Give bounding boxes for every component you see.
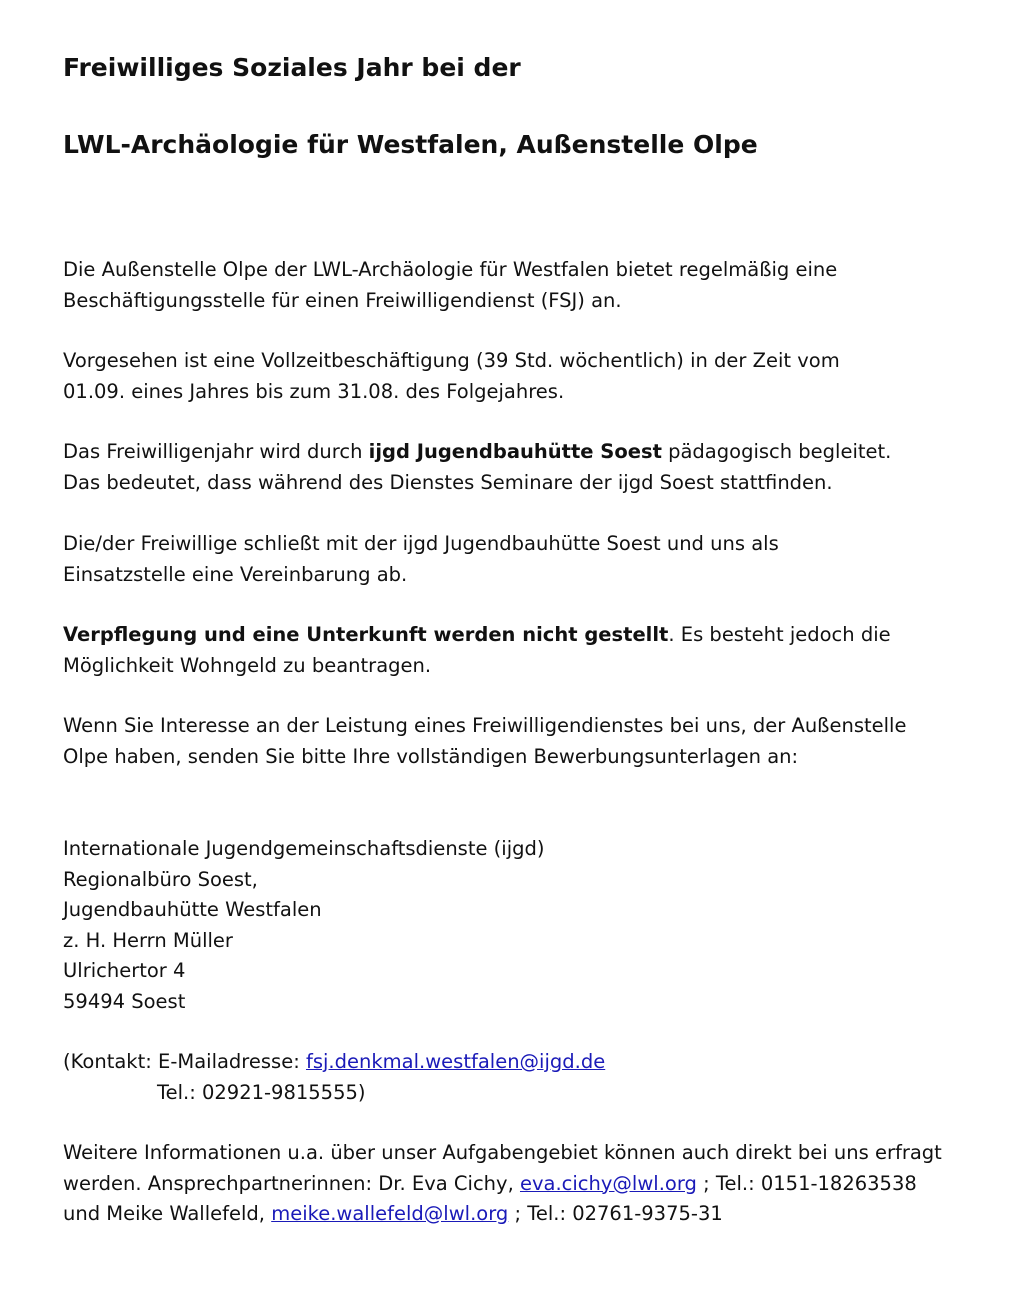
support-line2: Das bedeutet, dass während des Dienstes Seminare der ijgd Soest stattfinden.	[63, 470, 833, 494]
page-title-line2: LWL-Archäologie für Westfalen, Außenstelle Olpe	[63, 130, 758, 159]
support-prefix: Das Freiwilligenjahr wird durch	[63, 440, 369, 463]
contact-phone: Tel.: 02921-9815555)	[157, 1080, 366, 1104]
more-info-line3-suffix: ; Tel.: 02761-9375-31	[508, 1202, 723, 1225]
intro-line1: Die Außenstelle Olpe der LWL-Archäologie für Westfalen bietet regelmäßig eine	[63, 258, 838, 281]
more-info-line3-prefix: und Meike Wallefeld,	[63, 1202, 272, 1225]
address-office: Regionalbüro Soest,	[63, 867, 258, 891]
application-paragraph	[63, 711, 993, 772]
agreement-paragraph	[63, 529, 993, 590]
support-org: ijgd Jugendbauhütte Soest	[368, 440, 662, 463]
page-title-line1: Freiwilliges Soziales Jahr bei der	[63, 53, 521, 82]
eva-cichy-email-link[interactable]: eva.cichy@lwl.org	[519, 1171, 697, 1195]
more-info-line1: Weitere Informationen u.a. über unser Aufgabengebiet können auch direkt bei uns erfragt	[63, 1141, 942, 1164]
housing-suffix: . Es besteht jedoch die	[668, 623, 891, 646]
address-block	[63, 834, 993, 1017]
more-info-line3	[63, 1199, 993, 1230]
address-unit: Jugendbauhütte Westfalen	[63, 898, 322, 921]
contact-email-link[interactable]: fsj.denkmal.westfalen@ijgd.de	[305, 1050, 606, 1073]
schedule-line1: Vorgesehen ist eine Vollzeitbeschäftigung (39 Std. wöchentlich) in der Zeit vom	[63, 349, 840, 372]
more-info-line2-prefix: werden. Ansprechpartnerinnen: Dr. Eva Cichy,	[63, 1171, 520, 1195]
more-info-paragraph	[63, 1138, 993, 1230]
application-line1: Wenn Sie Interesse an der Leistung eines Freiwilligendienstes bei uns, der Außenstelle	[63, 714, 907, 737]
agreement-line2: Einsatzstelle eine Vereinbarung ab.	[63, 562, 408, 586]
housing-line1	[63, 620, 993, 651]
contact-prefix: (Kontakt: E-Mailadresse:	[63, 1050, 306, 1073]
housing-notice: Verpflegung und eine Unterkunft werden nicht gestellt	[63, 623, 669, 646]
schedule-line2: 01.09. eines Jahres bis zum 31.08. des Folgejahres.	[63, 379, 565, 403]
intro-line2: Beschäftigungsstelle für einen Freiwilligendienst (FSJ) an.	[63, 288, 622, 312]
address-street: Ulrichertor 4	[63, 959, 186, 982]
contact-email-line	[63, 1047, 993, 1078]
more-info-line2	[63, 1169, 993, 1200]
intro-paragraph	[63, 255, 993, 316]
support-line1	[63, 437, 993, 468]
schedule-paragraph	[63, 346, 993, 407]
address-org: Internationale Jugendgemeinschaftsdienste (ijgd)	[63, 837, 545, 860]
contact-block	[63, 1047, 993, 1108]
address-recipient: z. H. Herrn Müller	[63, 928, 233, 952]
meike-wallefeld-email-link[interactable]: meike.wallefeld@lwl.org	[271, 1202, 509, 1225]
housing-paragraph	[63, 620, 993, 681]
address-city: 59494 Soest	[63, 989, 186, 1013]
housing-line2: Möglichkeit Wohngeld zu beantragen.	[63, 653, 432, 677]
support-paragraph	[63, 437, 993, 498]
agreement-line1: Die/der Freiwillige schließt mit der ijgd Jugendbauhütte Soest und uns als	[63, 532, 779, 555]
more-info-line2-suffix: ; Tel.: 0151-18263538	[696, 1171, 917, 1195]
support-suffix: pädagogisch begleitet.	[661, 440, 892, 463]
application-line2: Olpe haben, senden Sie bitte Ihre vollständigen Bewerbungsunterlagen an:	[63, 744, 799, 768]
